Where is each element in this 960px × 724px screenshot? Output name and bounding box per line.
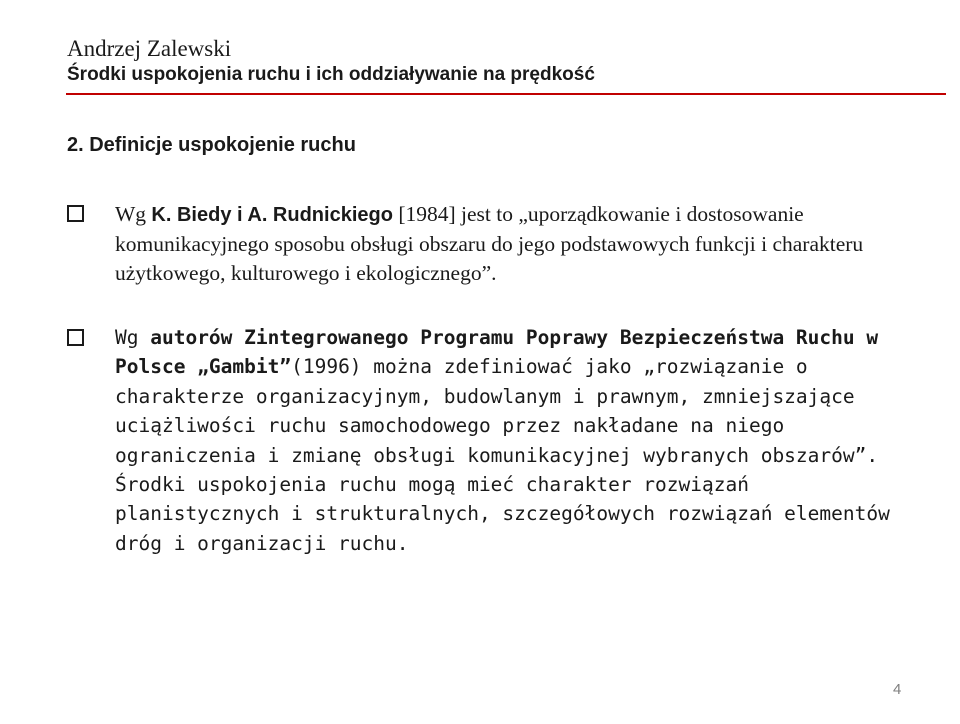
document-title: Środki uspokojenia ruchu i ich oddziaływanie na prędkość (67, 64, 595, 85)
bullet1-authors: K. Biedy i A. Rudnickiego (151, 204, 393, 226)
author-name: Andrzej Zalewski (67, 36, 232, 61)
bullet2-text: (1996) można zdefiniować jako „rozwiązanie o charakterze organizacyjnym, budowlanym i prawnym, zmniejszające uciążliwości ruchu samochodowego przez nakładane na niego ograniczenia i zmianę obsługi komunikacyjnej wybranych obszarów”. Środki uspokojenia ruchu mogą mieć charakter rozwiązań planistycznych i strukturalnych, szczegółowych rozwiązań elementów dróg i organizacji ruchu. (115, 355, 890, 555)
checkbox-bullet-icon (67, 329, 84, 346)
bullet2-prefix: Wg (115, 326, 151, 349)
bullet2-program: autorów Zintegrowanego Programu Poprawy Bezpieczeństwa Ruchu w Polsce „Gambit” (115, 326, 879, 379)
bullet1-text: [1984] jest to „uporządkowanie i dostosowanie komunikacyjnego sposobu obsługi obszaru do jego podstawowych funkcji i charakteru użytkowego, kulturowego i ekologicznego”. (115, 202, 864, 285)
checkbox-bullet-icon (67, 205, 84, 222)
bullet-definition-biedy-rudnicki (115, 200, 915, 288)
page-number: 4 (893, 681, 902, 698)
section-heading: 2. Definicje uspokojenie ruchu (67, 134, 356, 156)
bullet1-prefix: Wg (115, 202, 152, 226)
header-divider (66, 93, 946, 95)
bullet-definition-gambit (115, 323, 915, 558)
